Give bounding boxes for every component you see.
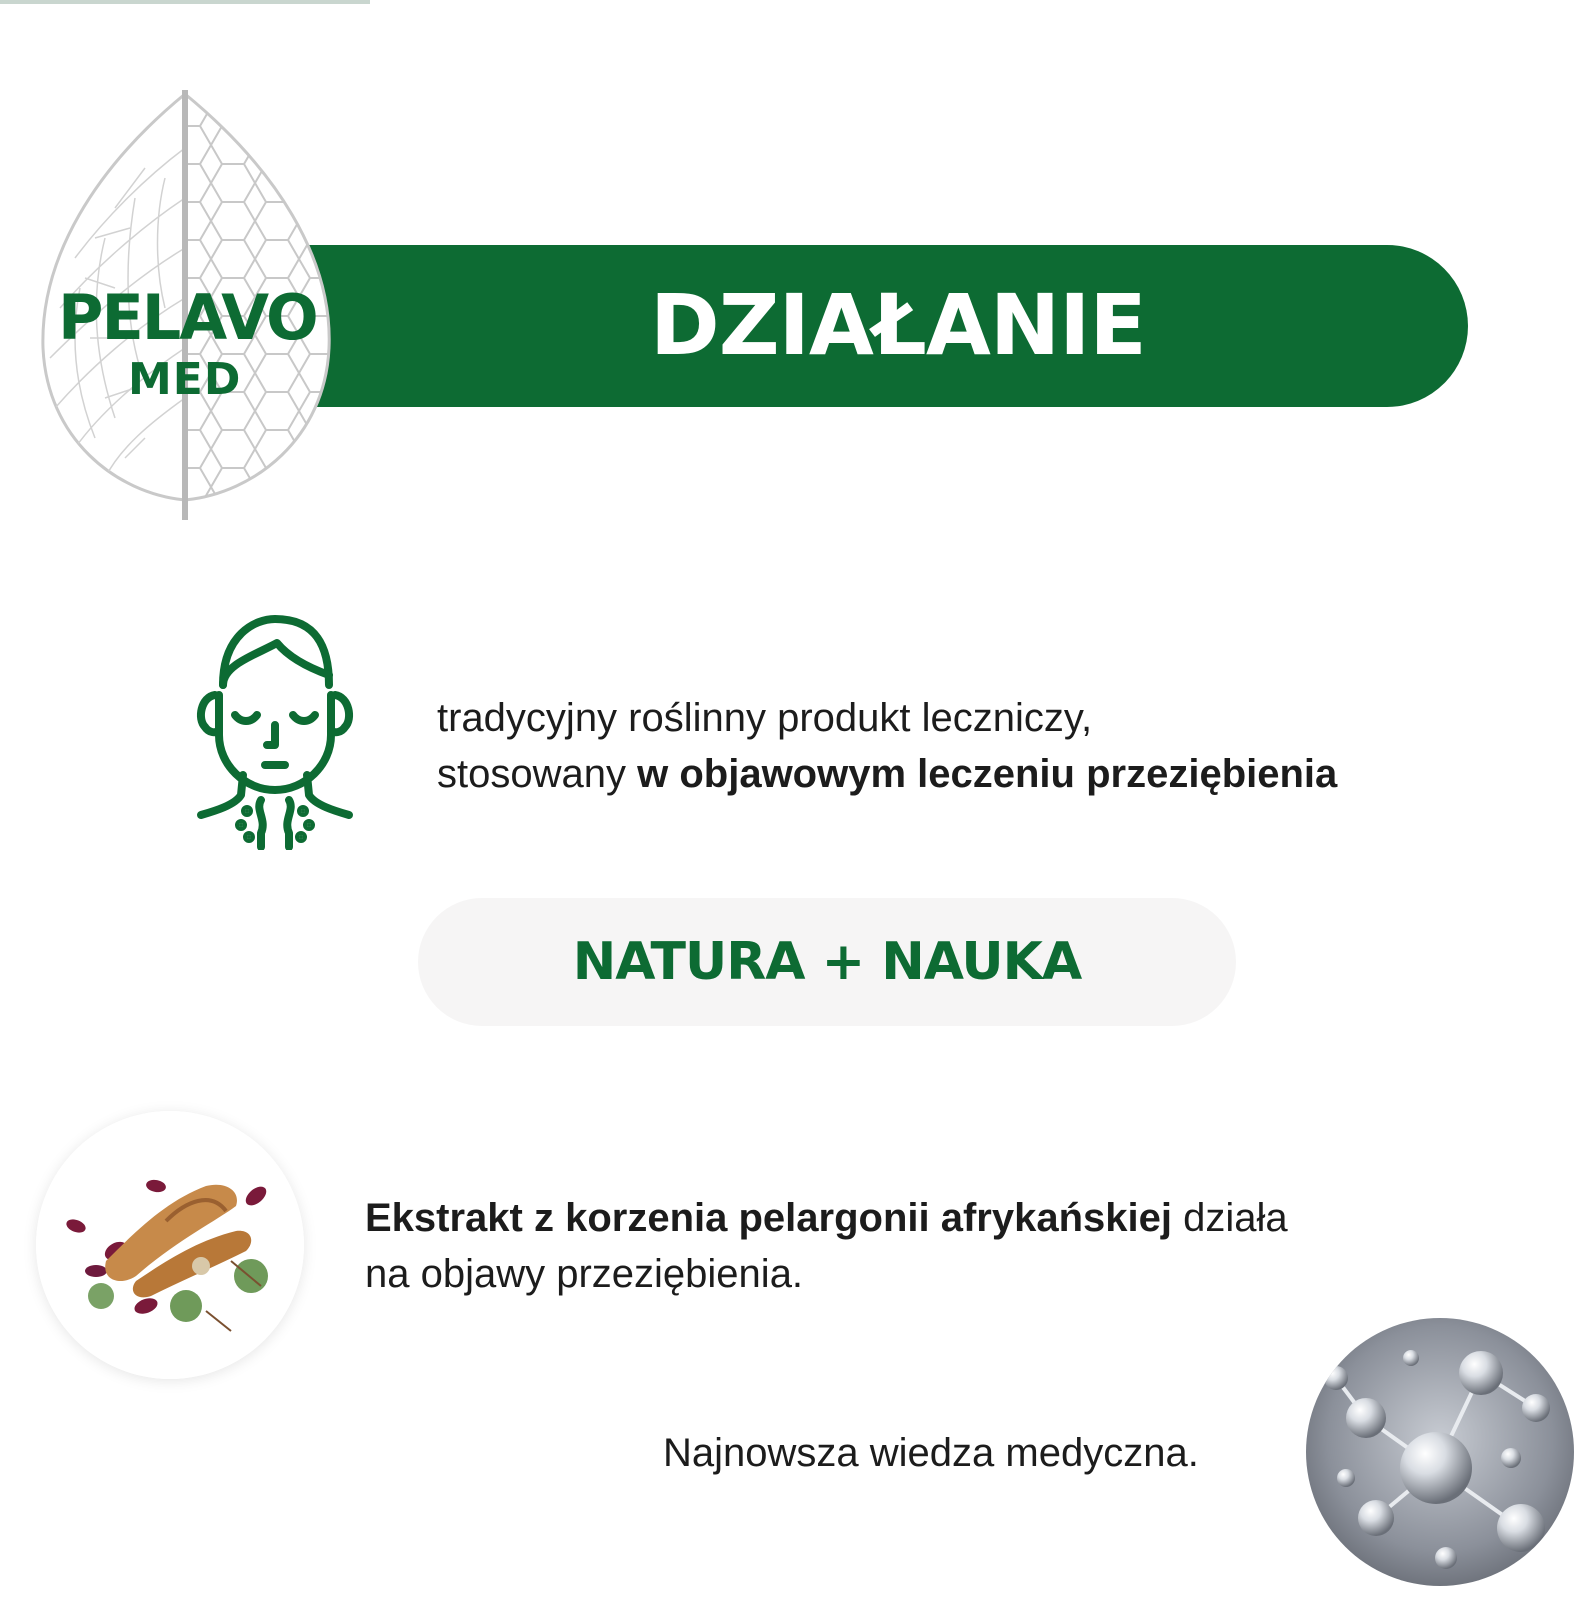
logo-submark: MED: [128, 354, 242, 405]
description-2-line-2: na objawy przeziębienia.: [365, 1252, 804, 1296]
description-3: Najnowsza wiedza medyczna.: [663, 1431, 1199, 1475]
description-2-bold: Ekstrakt z korzenia pelargonii afrykańskiej: [365, 1196, 1173, 1240]
description-1: [437, 690, 1487, 802]
face-throat-icon: [195, 615, 355, 850]
description-2: [365, 1190, 1425, 1302]
pelargonium-root-image: [36, 1111, 304, 1379]
description-2-regular: działa: [1172, 1196, 1288, 1240]
top-divider: [0, 0, 370, 4]
description-1-regular: stosowany: [437, 752, 638, 796]
description-1-line-2: [437, 746, 1487, 802]
logo-wordmark: PELAVO: [58, 281, 317, 354]
description-1-bold: w objawowym leczeniu przeziębienia: [637, 752, 1338, 796]
description-2-line-1: [365, 1190, 1425, 1246]
page-title: DZIAŁANIE: [650, 276, 1146, 374]
description-1-line-1: tradycyjny roślinny produkt leczniczy,: [437, 696, 1093, 740]
pill-label: NATURA + NAUKA: [572, 932, 1082, 992]
molecule-image: [1306, 1318, 1574, 1586]
